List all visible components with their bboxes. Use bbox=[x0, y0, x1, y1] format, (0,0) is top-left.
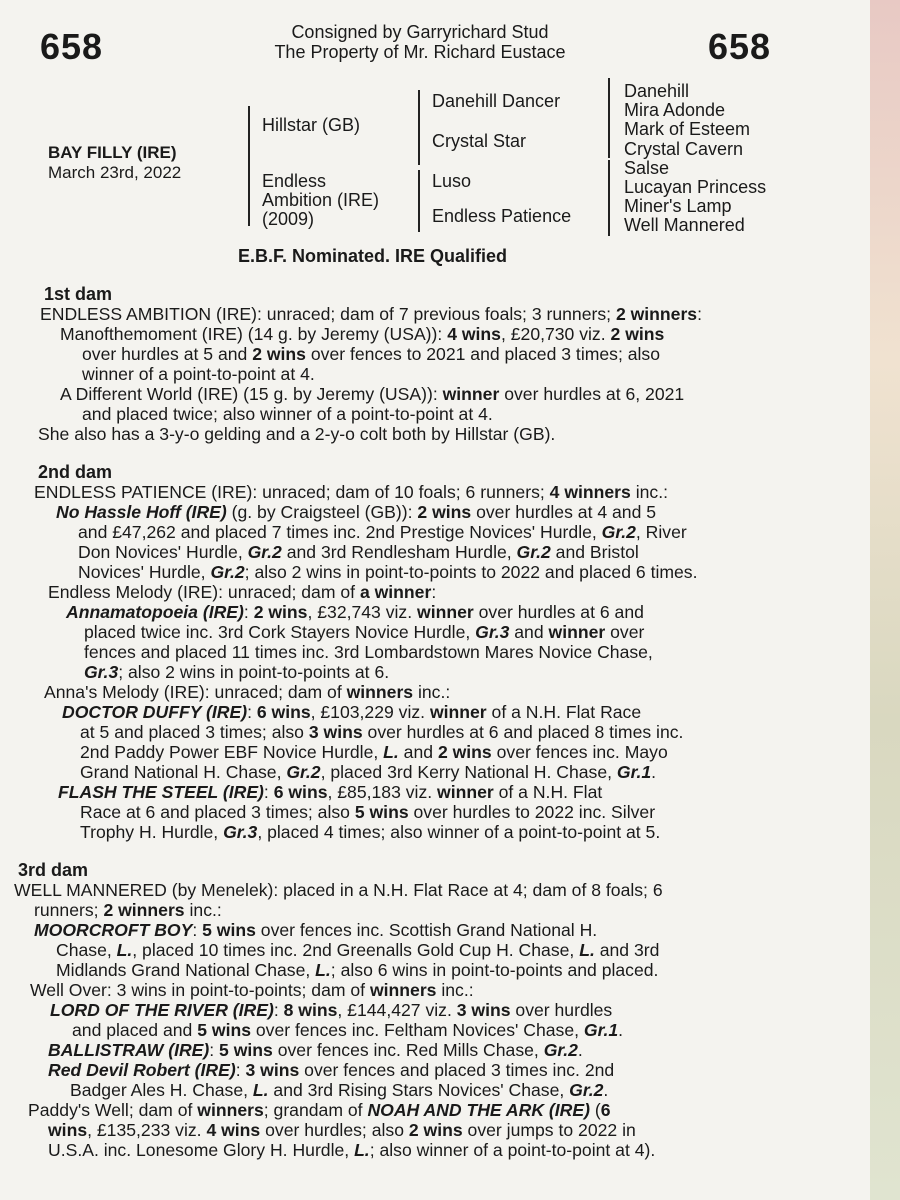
pedigree-dam-dam: Endless Patience bbox=[432, 206, 572, 226]
ebf-qualification: E.B.F. Nominated. IRE Qualified bbox=[238, 246, 508, 266]
lot-number-left: 658 bbox=[40, 26, 104, 67]
record-line: She also has a 3-y-o gelding and a 2-y-o colt both by Hillstar (GB). bbox=[38, 424, 556, 444]
record-line: and placed and 5 wins over fences inc. Feltham Novices' Chase, Gr.1. bbox=[72, 1020, 624, 1040]
record-line: Annamatopoeia (IRE): 2 wins, £32,743 viz. winner over hurdles at 6 and bbox=[66, 602, 644, 622]
record-line: winner of a point-to-point at 4. bbox=[82, 364, 315, 384]
record-line: A Different World (IRE) (15 g. by Jeremy (USA)): winner over hurdles at 6, 2021 bbox=[60, 384, 685, 404]
first-dam-heading: 1st dam bbox=[44, 284, 113, 304]
record-line: Race at 6 and placed 3 times; also 5 wins over hurdles to 2022 inc. Silver bbox=[80, 802, 656, 822]
record-line: U.S.A. inc. Lonesome Glory H. Hurdle, L.; also winner of a point-to-point at 4). bbox=[48, 1140, 656, 1160]
pedigree-divider-2a bbox=[418, 90, 420, 165]
record-line: FLASH THE STEEL (IRE): 6 wins, £85,183 viz. winner of a N.H. Flat bbox=[58, 782, 603, 802]
horse-name: BAY FILLY (IRE) bbox=[48, 143, 177, 162]
pedigree-sire-sire: Danehill Dancer bbox=[432, 91, 561, 111]
record-line: Trophy H. Hurdle, Gr.3, placed 4 times; also winner of a point-to-point at 5. bbox=[80, 822, 661, 842]
record-line: Paddy's Well; dam of winners; grandam of NOAH AND THE ARK (IRE) (6 bbox=[28, 1100, 611, 1120]
pedigree-sire-dam: Crystal Star bbox=[432, 131, 527, 151]
produce-record bbox=[0, 284, 860, 1160]
pedigree-divider-2b bbox=[418, 170, 420, 232]
record-line: over hurdles at 5 and 2 wins over fences to 2021 and placed 3 times; also bbox=[82, 344, 661, 364]
property-owner: The Property of Mr. Richard Eustace bbox=[274, 42, 566, 62]
pedigree-third-generation: Danehill Mira Adonde Mark of Esteem Crystal Cavern Salse Lucayan Princess Miner's Lamp Well Mannered bbox=[624, 81, 767, 236]
record-line: and £47,262 and placed 7 times inc. 2nd Prestige Novices' Hurdle, Gr.2, River bbox=[78, 522, 687, 542]
record-line: 2nd Paddy Power EBF Novice Hurdle, L. and 2 wins over fences inc. Mayo bbox=[80, 742, 668, 762]
record-line: Red Devil Robert (IRE): 3 wins over fences and placed 3 times inc. 2nd bbox=[48, 1060, 615, 1080]
record-line: wins, £135,233 viz. 4 wins over hurdles; also 2 wins over jumps to 2022 in bbox=[48, 1120, 636, 1140]
pedigree-divider-3b bbox=[608, 160, 610, 236]
record-line: and placed twice; also winner of a point-to-point at 4. bbox=[82, 404, 493, 424]
record-line: Novices' Hurdle, Gr.2; also 2 wins in point-to-points to 2022 and placed 6 times. bbox=[78, 562, 698, 582]
consignor: Consigned by Garryrichard Stud bbox=[291, 22, 549, 42]
lot-number-right: 658 bbox=[708, 26, 772, 67]
record-line: ENDLESS PATIENCE (IRE): unraced; dam of 10 foals; 6 runners; 4 winners inc.: bbox=[34, 482, 668, 502]
record-line: Midlands Grand National Chase, L.; also 6 wins in point-to-points and placed. bbox=[56, 960, 659, 980]
record-line: Badger Ales H. Chase, L. and 3rd Rising Stars Novices' Chase, Gr.2. bbox=[70, 1080, 609, 1100]
record-line: at 5 and placed 3 times; also 3 wins over hurdles at 6 and placed 8 times inc. bbox=[80, 722, 684, 742]
pedigree-dam-sire: Luso bbox=[432, 171, 472, 191]
consignor-block bbox=[255, 22, 585, 62]
record-line: MOORCROFT BOY: 5 wins over fences inc. Scottish Grand National H. bbox=[34, 920, 598, 940]
record-line: runners; 2 winners inc.: bbox=[34, 900, 222, 920]
record-line: Gr.3; also 2 wins in point-to-points at 6. bbox=[84, 662, 390, 682]
record-line: ENDLESS AMBITION (IRE): unraced; dam of 7 previous foals; 3 runners; 2 winners: bbox=[40, 304, 702, 324]
record-line: Endless Melody (IRE): unraced; dam of a winner: bbox=[48, 582, 437, 602]
record-line: Grand National H. Chase, Gr.2, placed 3rd Kerry National H. Chase, Gr.1. bbox=[80, 762, 657, 782]
record-line: Manofthemoment (IRE) (14 g. by Jeremy (USA)): 4 wins, £20,730 viz. 2 wins bbox=[60, 324, 665, 344]
record-line: Well Over: 3 wins in point-to-points; dam of winners inc.: bbox=[30, 980, 474, 1000]
horse-identity bbox=[48, 143, 181, 183]
second-dam-heading: 2nd dam bbox=[38, 462, 113, 482]
pedigree-divider-1 bbox=[248, 106, 250, 226]
record-line: fences and placed 11 times inc. 3rd Lombardstown Mares Novice Chase, bbox=[84, 642, 653, 662]
record-line: No Hassle Hoff (IRE) (g. by Craigsteel (GB)): 2 wins over hurdles at 4 and 5 bbox=[56, 502, 657, 522]
horse-dob: March 23rd, 2022 bbox=[48, 163, 182, 182]
record-line: DOCTOR DUFFY (IRE): 6 wins, £103,229 viz. winner of a N.H. Flat Race bbox=[62, 702, 642, 722]
pedigree-dam: Endless Ambition (IRE) (2009) bbox=[262, 171, 380, 229]
record-line: LORD OF THE RIVER (IRE): 8 wins, £144,427 viz. 3 wins over hurdles bbox=[50, 1000, 613, 1020]
record-line: WELL MANNERED (by Menelek): placed in a N.H. Flat Race at 4; dam of 8 foals; 6 bbox=[14, 880, 663, 900]
pedigree-sire: Hillstar (GB) bbox=[262, 115, 360, 135]
pedigree-divider-3a bbox=[608, 78, 610, 158]
record-line: Anna's Melody (IRE): unraced; dam of winners inc.: bbox=[44, 682, 451, 702]
record-line: placed twice inc. 3rd Cork Stayers Novice Hurdle, Gr.3 and winner over bbox=[84, 622, 645, 642]
third-dam-heading: 3rd dam bbox=[18, 860, 89, 880]
background-edge bbox=[870, 0, 900, 1200]
record-line: Chase, L., placed 10 times inc. 2nd Greenalls Gold Cup H. Chase, L. and 3rd bbox=[56, 940, 660, 960]
record-line: Don Novices' Hurdle, Gr.2 and 3rd Rendlesham Hurdle, Gr.2 and Bristol bbox=[78, 542, 639, 562]
record-line: BALLISTRAW (IRE): 5 wins over fences inc. Red Mills Chase, Gr.2. bbox=[48, 1040, 583, 1060]
